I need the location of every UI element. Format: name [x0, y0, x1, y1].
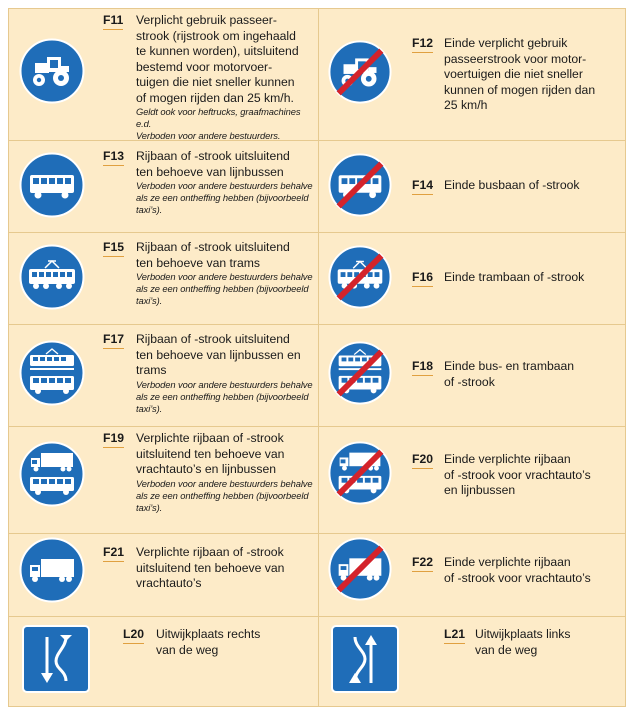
sign-code: L21 — [444, 627, 466, 641]
sign-code: F21 — [103, 545, 125, 559]
tram-bus-icon — [19, 340, 85, 411]
sign-description: Rijbaan of -strook uitsluitend ten behoeve van trams Verboden voor andere bestuurders behalve als ze een ontheffing hebben (bijvoorbeeld taxi’s). — [136, 240, 313, 307]
truck-end-icon — [328, 537, 392, 606]
row-divider — [9, 140, 625, 141]
sign-code: F14 — [412, 178, 434, 192]
sign-description: Uitwijkplaats rechts van de weg — [156, 627, 261, 657]
sign-description: Einde verplichte rijbaan of -strook voor vrachtauto’s en lijnbussen — [444, 452, 591, 497]
tram-end-icon — [328, 245, 392, 314]
sign-description: Rijbaan of -strook uitsluitend ten behoeve van lijnbussen Verboden voor andere bestuurders behalve als ze een ontheffing hebben (bijvoorbeeld taxi’s). — [136, 149, 313, 216]
sign-code: L20 — [123, 627, 145, 641]
sign-description: Uitwijkplaats links van de weg — [475, 627, 571, 657]
sign-code: F20 — [412, 452, 434, 466]
sign-code: F17 — [103, 332, 125, 346]
truck-bus-end-icon — [328, 441, 392, 510]
sign-code: F13 — [103, 149, 125, 163]
truck-bus-icon — [19, 441, 85, 512]
row-divider — [9, 426, 625, 427]
sign-description: Einde verplichte rijbaan of -strook voor vrachtauto’s — [444, 555, 591, 585]
sign-code: F16 — [412, 270, 434, 284]
row-divider — [9, 324, 625, 325]
sign-description: Einde trambaan of -strook — [444, 270, 585, 284]
sign-description: Einde busbaan of -strook — [444, 178, 580, 192]
tram-icon — [19, 244, 85, 315]
sign-code: F22 — [412, 555, 434, 569]
bus-icon — [19, 152, 85, 223]
truck-icon — [19, 537, 85, 608]
sign-code: F11 — [103, 13, 124, 27]
sign-code: F19 — [103, 431, 125, 445]
row-divider — [9, 533, 625, 534]
row-divider — [9, 616, 625, 617]
tractor-end-icon — [328, 40, 392, 109]
sign-description: Verplicht gebruik passeer- strook (rijstrook om ingehaald te kunnen worden), uitsluitend bestemd voor motorvoer- tuigen die niet sneller kunnen of mogen rijden dan 25 km/h. Geldt ook voor heftrucks, graafmachines e.d. Verboden voor andere bestuurders. — [136, 13, 301, 142]
sign-description: Verplichte rijbaan of -strook uitsluitend ten behoeve van vrachtauto’s — [136, 545, 285, 590]
bus-end-icon — [328, 153, 392, 222]
passing-place-left-icon — [331, 625, 399, 698]
sign-code: F18 — [412, 359, 434, 373]
sign-description: Einde verplicht gebruik passeerstrook voor motor- voertuigen die niet sneller kunnen of mogen rijden dan 25 km/h — [444, 36, 596, 112]
column-divider — [318, 9, 319, 706]
passing-place-right-icon — [22, 625, 90, 698]
sign-description: Verplichte rijbaan of -strook uitsluitend ten behoeve van vrachtauto’s en lijnbussen Verboden voor andere bestuurders behalve als ze een ontheffing hebben (bijvoorbeeld taxi’s). — [136, 431, 313, 513]
sign-code: F15 — [103, 240, 125, 254]
sign-code: F12 — [412, 36, 434, 50]
sign-description: Rijbaan of -strook uitsluitend ten behoeve van lijnbussen en trams Verboden voor andere bestuurders behalve als ze een ontheffing hebben (bijvoorbeeld taxi’s). — [136, 332, 313, 414]
tram-bus-end-icon — [328, 341, 392, 410]
tractor-icon — [19, 38, 85, 109]
sign-description: Einde bus- en trambaan of -strook — [444, 359, 575, 389]
row-divider — [9, 232, 625, 233]
